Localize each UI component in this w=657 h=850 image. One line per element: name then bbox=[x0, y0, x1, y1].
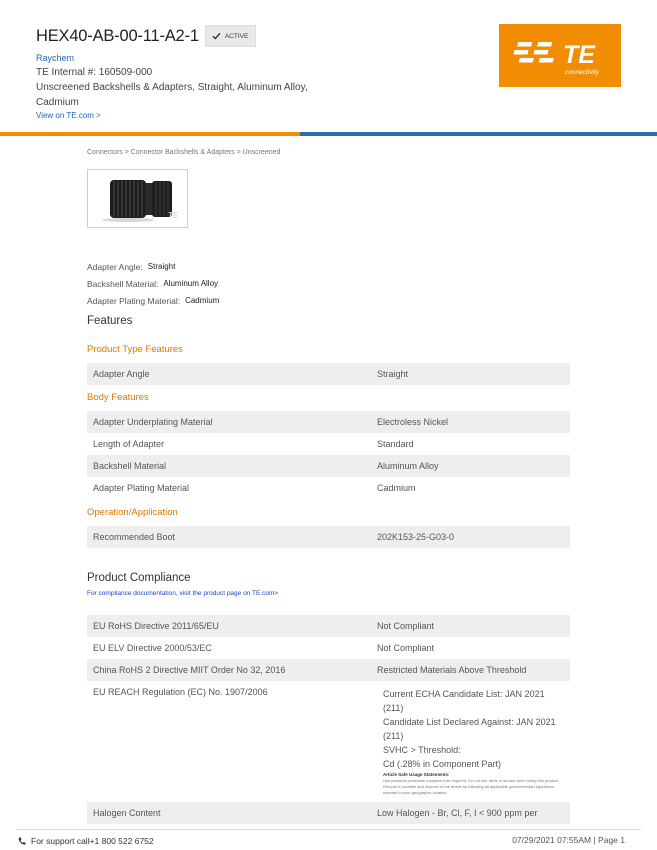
feature-value: Standard bbox=[377, 439, 414, 449]
backshell-adapter-image bbox=[88, 170, 189, 229]
key-attribute-value: Straight bbox=[147, 262, 176, 271]
feature-value: Cadmium bbox=[377, 483, 416, 493]
table-row bbox=[87, 526, 570, 548]
table-row bbox=[87, 411, 570, 433]
compliance-name: China RoHS 2 Directive MIIT Order No 32, 2016 bbox=[93, 665, 286, 675]
view-on-te-link[interactable]: View on TE.com > bbox=[36, 111, 101, 120]
table-row bbox=[87, 659, 570, 681]
reach-compliance-row bbox=[87, 682, 570, 800]
product-compliance-heading: Product Compliance bbox=[87, 572, 191, 584]
product-image bbox=[87, 169, 188, 228]
phone-icon bbox=[18, 837, 26, 846]
title-row bbox=[36, 25, 256, 47]
feature-name: Recommended Boot bbox=[93, 532, 176, 542]
checkmark-icon bbox=[212, 32, 221, 40]
compliance-table bbox=[87, 615, 570, 681]
compliance-documentation-link[interactable]: For compliance documentation, visit the product page on TE.com> bbox=[87, 590, 279, 597]
brand-link[interactable]: Raychem bbox=[36, 53, 75, 63]
reach-svhc-label: SVHC > Threshold: bbox=[383, 745, 461, 755]
svg-text:TE: TE bbox=[168, 211, 179, 220]
compliance-value: Restricted Materials Above Threshold bbox=[377, 665, 527, 675]
reach-candidate-count: (211) bbox=[383, 703, 404, 713]
table-row bbox=[87, 637, 570, 659]
te-logo-tagline: connectivity bbox=[565, 69, 599, 76]
compliance-name: EU RoHS Directive 2011/65/EU bbox=[93, 621, 219, 631]
reach-svhc-value: Cd (.28% in Component Part) bbox=[383, 759, 502, 769]
table-row bbox=[87, 433, 570, 455]
compliance-value: Low Halogen - Br, Cl, F, I < 900 ppm per bbox=[377, 808, 538, 818]
feature-name: Length of Adapter bbox=[93, 439, 165, 449]
feature-value: Electroless Nickel bbox=[377, 417, 449, 427]
body-features-table bbox=[87, 411, 570, 499]
feature-value: Aluminum Alloy bbox=[377, 461, 439, 471]
operation-application-table bbox=[87, 526, 570, 548]
key-attribute-row bbox=[87, 258, 219, 275]
key-attributes bbox=[87, 258, 219, 309]
feature-value: 202K153-25-G03-0 bbox=[377, 532, 455, 542]
support-line bbox=[18, 836, 154, 846]
key-attribute-row bbox=[87, 292, 219, 309]
compliance-name: EU ELV Directive 2000/53/EC bbox=[93, 643, 212, 653]
status-badge-label: ACTIVE bbox=[224, 32, 249, 40]
product-description: Unscreened Backshells & Adapters, Straight, Aluminum Alloy, Cadmium bbox=[36, 82, 308, 108]
operation-application-heading: Operation/Application bbox=[87, 507, 178, 518]
internal-number: TE Internal #: 160509-000 bbox=[36, 67, 153, 78]
footer-divider bbox=[16, 829, 641, 830]
feature-name: Backshell Material bbox=[93, 461, 167, 471]
table-row bbox=[87, 455, 570, 477]
feature-name: Adapter Angle bbox=[93, 369, 150, 379]
compliance-value: Not Compliant bbox=[377, 621, 435, 631]
table-row bbox=[87, 363, 570, 385]
body-features-heading: Body Features bbox=[87, 392, 149, 403]
table-row bbox=[87, 477, 570, 499]
product-type-features-heading: Product Type Features bbox=[87, 344, 183, 355]
reach-declared-against: Candidate List Declared Against: JAN 2021 bbox=[383, 717, 556, 727]
safe-usage-heading: Article Safe Usage Statements: bbox=[383, 772, 450, 777]
reach-candidate-list: Current ECHA Candidate List: JAN 2021 bbox=[383, 689, 545, 699]
status-badge bbox=[205, 25, 256, 47]
compliance-name: Halogen Content bbox=[93, 808, 161, 818]
table-row bbox=[87, 802, 570, 824]
reach-details bbox=[383, 687, 569, 796]
feature-value: Straight bbox=[377, 369, 409, 379]
print-date-page: 07/29/2021 07:55AM | Page 1 bbox=[512, 835, 625, 845]
key-attribute-label: Adapter Plating Material: bbox=[87, 295, 181, 306]
page-header bbox=[0, 0, 657, 136]
reach-declared-count: (211) bbox=[383, 731, 404, 741]
halogen-table bbox=[87, 802, 570, 824]
safe-usage-text: Use personal protective equipment as required. Do not eat, drink or smoke when using this product. Recycle if possible and dispose of the article by following all applicable governmental regulations relevant to your geographic location. bbox=[383, 778, 560, 795]
key-attribute-row bbox=[87, 275, 219, 292]
feature-name: Adapter Underplating Material bbox=[93, 417, 213, 427]
key-attribute-label: Backshell Material: bbox=[87, 278, 159, 289]
header-divider bbox=[0, 132, 657, 136]
feature-name: Adapter Plating Material bbox=[93, 483, 190, 493]
key-attribute-label: Adapter Angle: bbox=[87, 261, 143, 272]
key-attribute-value: Cadmium bbox=[185, 296, 220, 305]
part-number: HEX40-AB-00-11-A2-1 bbox=[36, 26, 199, 45]
table-row bbox=[87, 615, 570, 637]
support-phone[interactable]: For support call+1 800 522 6752 bbox=[31, 836, 154, 846]
features-heading: Features bbox=[87, 315, 133, 327]
te-logo-text: TE bbox=[563, 41, 595, 69]
compliance-name: EU REACH Regulation (EC) No. 1907/2006 bbox=[93, 687, 268, 697]
product-type-features-table bbox=[87, 363, 570, 385]
key-attribute-value: Aluminum Alloy bbox=[163, 279, 219, 288]
breadcrumb[interactable]: Connectors > Connector Backshells & Adapters > Unscreened bbox=[87, 149, 281, 156]
compliance-value: Not Compliant bbox=[377, 643, 435, 653]
te-logo-mark bbox=[499, 24, 621, 87]
te-connectivity-logo bbox=[499, 24, 621, 87]
